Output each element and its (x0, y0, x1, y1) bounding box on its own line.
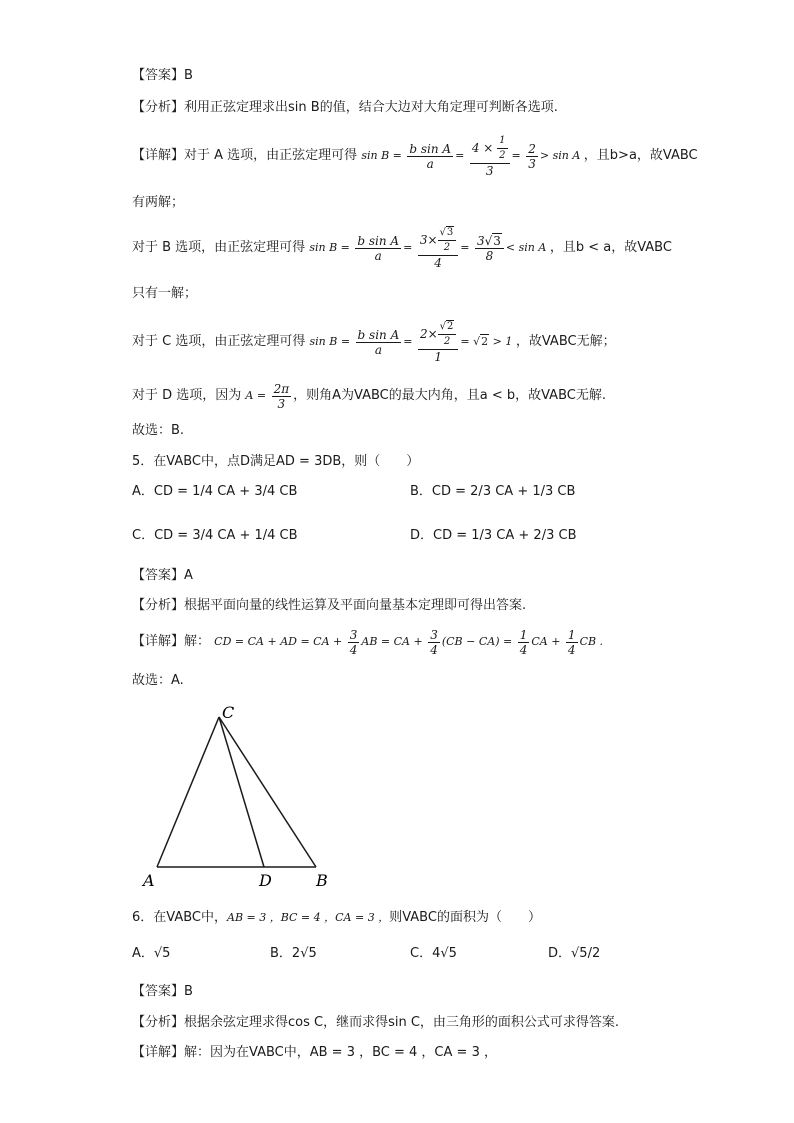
answer-tag: 【答案】 (132, 568, 185, 583)
q4-detail-d-line (132, 378, 606, 414)
formula-c: sin B = $\frac{\text{b sin A}}{a}$ = 2× $\frac{√2}{2}$ 1 = √2 > 1 (309, 321, 516, 364)
analysis-tag: 【分析】 (132, 598, 185, 613)
q6-stem-prefix: 6．在VABC中， (132, 910, 227, 925)
q5-stem: 5．在VABC中，点D满足AD = 3DB，则（ ） (132, 454, 420, 469)
q4-conclusion: 故选：B. (132, 423, 185, 438)
q5-option-c: C．CD = 3/4 CA + 1/4 CB (132, 528, 298, 543)
side-ca (157, 717, 219, 867)
answer-tag: 【答案】 (132, 984, 185, 999)
q4-detail-c-line (132, 316, 616, 368)
detail-tag: 【详解】 (132, 634, 185, 649)
q6-analysis-line (132, 1015, 619, 1031)
detail-c-prefix: 对于 C 选项，由正弦定理可得 (132, 334, 306, 349)
q4-detail-b-line (132, 222, 672, 274)
q4-answer-line (132, 68, 193, 84)
q5-analysis-line (132, 598, 526, 614)
analysis-text: 根据余弦定理求得cos C，继而求得sin C，由三角形的面积公式可求得答案. (184, 1015, 620, 1030)
q6-detail-line (132, 1045, 497, 1061)
q5-detail-line (132, 624, 603, 660)
detail-tag: 【详解】 (132, 1045, 185, 1060)
detail-b-prefix: 对于 B 选项，由正弦定理可得 (132, 240, 306, 255)
label-c: C (222, 703, 235, 722)
answer-value: A (184, 568, 193, 583)
q6-stem-vals: AB = 3 ，BC = 4 ，CA = 3 ， (227, 911, 390, 924)
detail-a-prefix: 对于 A 选项，由正弦定理可得 (184, 148, 358, 163)
q6-option-a: A．√5 (132, 946, 171, 961)
analysis-tag: 【分析】 (132, 1015, 185, 1030)
label-d: D (259, 871, 272, 890)
q4-detail-a-line (132, 130, 698, 182)
formula-b: sin B = $\frac{\text{b sin A}}{a}$ = 3× $\frac{√3}{2}$ 4 = $\frac{3√3}{8}$ < sin A (309, 227, 547, 270)
q4-analysis-line (132, 100, 558, 116)
q5-option-d: D．CD = 1/3 CA + 2/3 CB (410, 528, 577, 543)
q6-option-b: B．2√5 (270, 946, 317, 961)
answer-value: B (184, 68, 193, 83)
triangle-figure (130, 700, 350, 900)
q6-stem-suffix: 则VABC的面积为（ ） (389, 910, 541, 925)
label-b: B (316, 871, 328, 890)
detail-d-prefix: 对于 D 选项，因为 (132, 388, 242, 403)
detail-text: 解：因为在VABC中，AB = 3 ，BC = 4 ，CA = 3 ， (184, 1045, 497, 1060)
q5-answer-line (132, 568, 193, 584)
segment-cd (219, 717, 264, 867)
q6-option-d: D．√5/2 (548, 946, 601, 961)
answer-value: B (184, 984, 193, 999)
detail-d-suffix: ，则角A为VABC的最大内角，且a < b，故VABC无解. (293, 388, 606, 403)
formula-q5: CD = CA + AD = CA + $\frac{3}{4}$ AB = CA + $\frac{3}{4}$ (CB − CA) = $\frac{1}{4}$ CA + $\frac{1}{4}$ CB . (214, 627, 604, 657)
q5-option-b: B．CD = 2/3 CA + 1/3 CB (410, 484, 576, 499)
q4-detail-a-cont: 有两解； (132, 195, 185, 210)
label-a: A (143, 871, 155, 890)
formula-d: A = $\frac{2\pi}{3}$ (245, 381, 290, 411)
q6-answer-line (132, 984, 193, 1000)
analysis-tag: 【分析】 (132, 100, 185, 115)
q5-option-a: A．CD = 1/4 CA + 3/4 CB (132, 484, 298, 499)
analysis-text: 利用正弦定理求出sin B的值，结合大边对大角定理可判断各选项. (184, 100, 558, 115)
detail-tag: 【详解】 (132, 148, 185, 163)
detail-b-suffix: ，且b < a，故VABC (549, 240, 672, 255)
q5-conclusion: 故选：A. (132, 673, 184, 688)
answer-tag: 【答案】 (132, 68, 185, 83)
q4-detail-b-cont: 只有一解； (132, 286, 198, 301)
analysis-text: 根据平面向量的线性运算及平面向量基本定理即可得出答案. (184, 598, 527, 613)
formula-a: sin B = $\frac{\text{b sin A}}{a}$ = 4 × $\frac{1}{2}$ 3 = $\frac{2}{3}$ > sin A (361, 135, 581, 178)
q6-stem (132, 910, 541, 926)
detail-prefix: 解： (184, 634, 211, 649)
detail-a-suffix: ，且b>a，故VABC (583, 148, 698, 163)
detail-c-suffix: ，故VABC无解； (515, 334, 616, 349)
side-cb (219, 717, 316, 867)
q6-option-c: C．4√5 (410, 946, 457, 961)
